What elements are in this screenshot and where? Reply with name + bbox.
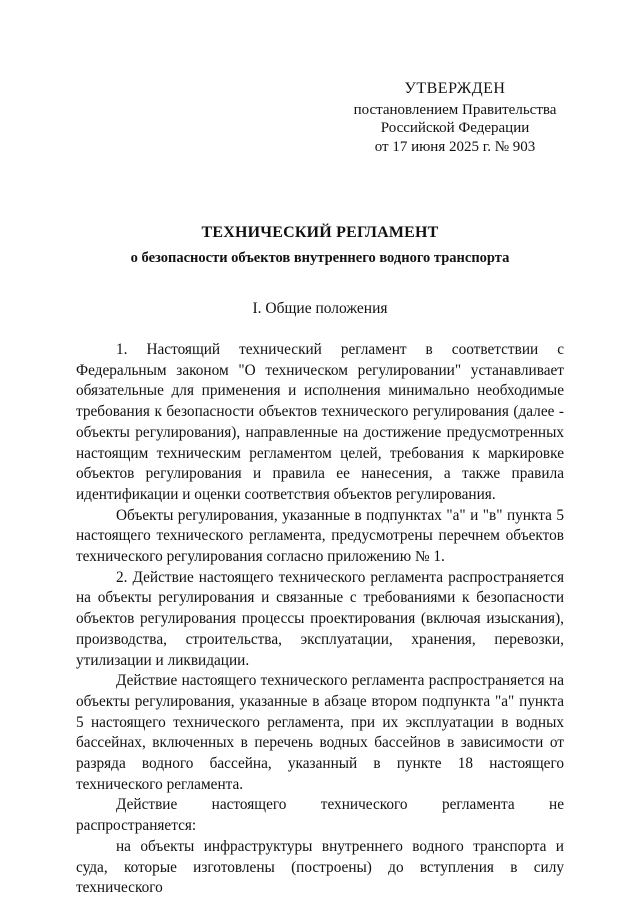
- approval-line: Российской Федерации: [380, 120, 530, 136]
- paragraph: Действие настоящего технического регламента не распространяется:: [76, 796, 564, 835]
- approval-line: от 17 июня 2025 г. № 903: [374, 138, 536, 155]
- paragraph: на объекты инфраструктуры внутреннего водного транспорта и суда, которые изготовлены (построены) до вступления в силу технического: [76, 837, 564, 897]
- document-subtitle: о безопасности объектов внутреннего водного транспорта: [130, 250, 510, 266]
- paragraph: Объекты регулирования, указанные в подпунктах "а" и "в" пункта 5 настоящего технического регламента, предусмотрены перечнем объектов технического регулирования согласно приложению № 1.: [76, 506, 564, 566]
- document-title: ТЕХНИЧЕСКИЙ РЕГЛАМЕНТ: [201, 224, 439, 241]
- paragraph: 2. Действие настоящего технического регламента распространяется на объекты регулирования и связанные с требованиями к безопасности объектов регулирования процессы проектирования (включая изыскания), производства, строительства, эксплуатации, хранения, перевозки, утилизации и ликвидации.: [76, 568, 564, 669]
- section-heading: I. Общие положения: [252, 300, 388, 317]
- document-body: [76, 340, 564, 899]
- approval-line: постановлением Правительства: [353, 101, 557, 118]
- approval-heading: УТВЕРЖДЕН: [404, 80, 506, 97]
- paragraph: Действие настоящего технического регламента распространяется на объекты регулирования, указанные в абзаце втором подпункта "а" пункта 5 настоящего технического регламента, при их эксплуатации в водных бассейнах, включенных в перечень водных бассейнов в зависимости от разряда водного бассейна, указанный в пункте 18 настоящего технического регламента.: [76, 672, 564, 793]
- approval-block: [330, 80, 580, 156]
- paragraph: 1. Настоящий технический регламент в соответствии с Федеральным законом "О техническом регулировании" устанавливает обязательные для применения и исполнения минимально необходимые требования к безопасности объектов технического регулирования (далее - объекты регулирования), направленные на достижение предусмотренных настоящим техническим регламентом целей, требования к маркировке объектов регулирования и правила ее нанесения, а также правила идентификации и оценки соответствия объектов регулирования.: [76, 341, 564, 503]
